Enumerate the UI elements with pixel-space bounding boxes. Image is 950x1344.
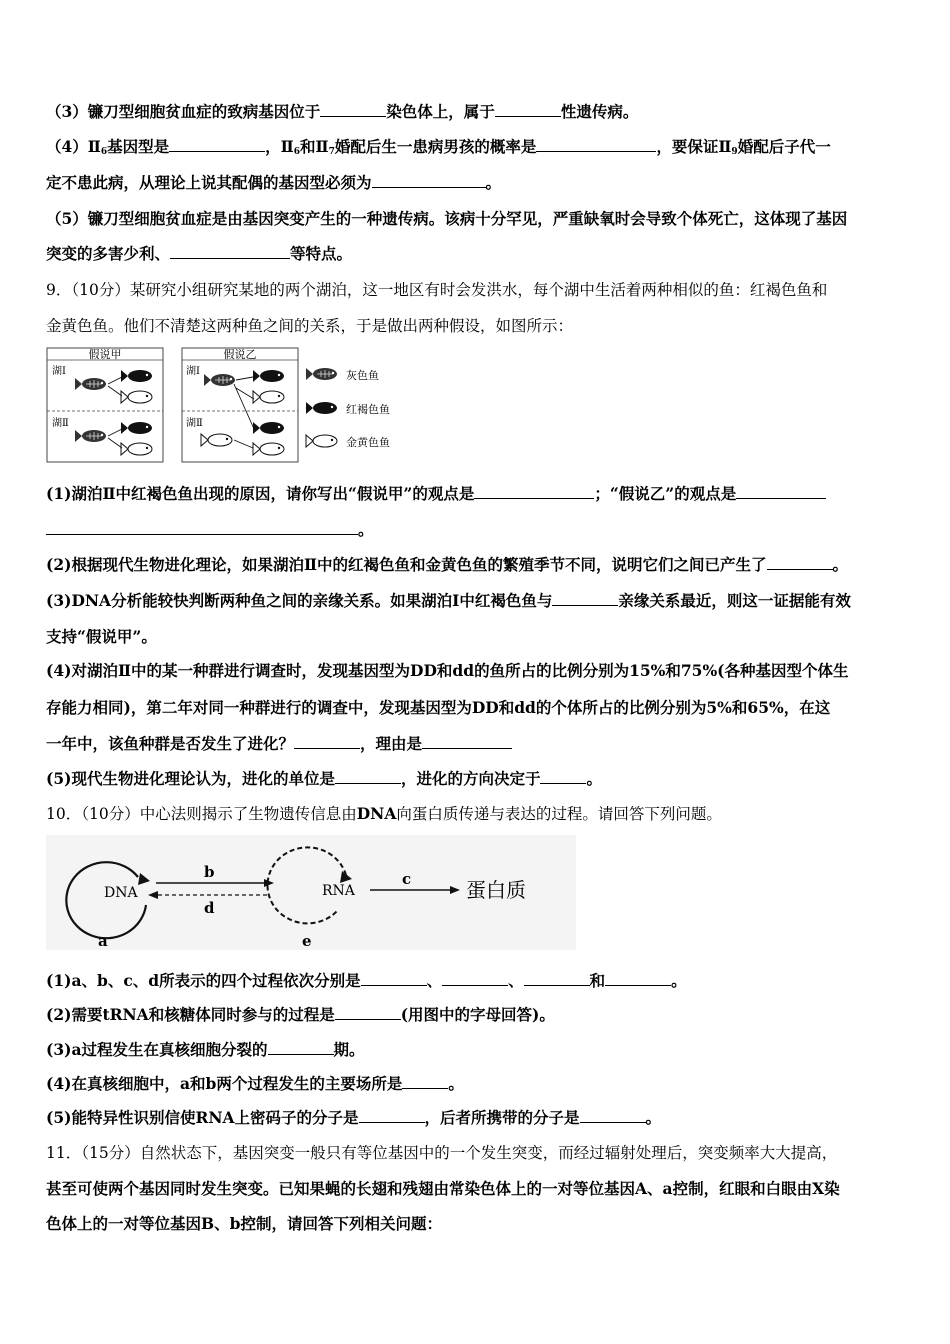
process-c-label: c	[402, 870, 412, 888]
legend-gray-fish-icon	[306, 368, 337, 380]
q9-s2-text: (2)根据现代生物进化理论，如果湖泊Ⅱ中的红褐色鱼和金黄色鱼的繁殖季节不同，说明它们之间已产生了	[46, 555, 767, 574]
q8-p5b-text: 突变的多害少利、	[46, 244, 171, 263]
q10-s2-text: (2)需要tRNA和核糖体同时参与的过程是	[46, 1005, 335, 1024]
q8-part4-cont	[46, 172, 908, 194]
legend-red-brown-fish-icon	[306, 402, 337, 414]
q11-text: 色体上的一对等位基因B、b控制，请回答下列相关问题：	[46, 1214, 442, 1233]
subscript: 9	[731, 147, 738, 157]
q9-sub3	[46, 590, 908, 612]
q10-sub1	[46, 970, 908, 992]
q9-sub4	[46, 660, 908, 682]
panel-b-title: 假说乙	[223, 348, 257, 361]
panel-a-title: 假说甲	[88, 348, 122, 361]
q8-p4-text: （4）Ⅱ	[46, 137, 101, 156]
q11-line1	[46, 1142, 908, 1164]
answer-blank[interactable]	[536, 136, 656, 152]
q10-sub4	[46, 1073, 908, 1095]
q8-p4b-text: 定不患此病，从理论上说其配偶的基因型必须为	[46, 173, 372, 192]
q9-s3b-text: 支持“假说甲”。	[46, 627, 157, 646]
q8-p3-text: （3）镰刀型细胞贫血症的致病基因位于	[46, 102, 321, 121]
q10-sub3	[46, 1039, 908, 1061]
q8-p4-text: 婚配后生一患病男孩的概率是	[334, 137, 537, 156]
rna-label: RNA	[322, 883, 355, 899]
q10-intro	[46, 803, 908, 825]
answer-blank[interactable]	[372, 172, 486, 188]
process-d-label: d	[204, 899, 215, 917]
answer-blank[interactable]	[474, 483, 594, 499]
q8-p3-text3: 性遗传病。	[560, 102, 639, 121]
q11-text: 甚至可使两个基因同时发生突变。已知果蝇的长翅和残翅由常染色体上的一对等位基因A、a控制，红眼和白眼由X染	[46, 1179, 840, 1198]
q9-s4-text: (4)对湖泊Ⅱ中的某一种群进行调查时，发现基因型为DD和dd的鱼所占的比例分别为15%和75%(各种基因型个体生	[46, 661, 849, 680]
q9-intro-line1	[46, 279, 908, 301]
q8-part4	[46, 136, 908, 163]
subscript: 7	[328, 147, 335, 157]
q9-s1b-text: 。	[358, 520, 374, 539]
q10-s4-text: (4)在真核细胞中，a和b两个过程发生的主要场所是	[46, 1074, 403, 1093]
q9-s5-text: ，进化的方向决定于	[400, 769, 541, 788]
hypothesis-figure	[46, 344, 416, 466]
answer-blank[interactable]	[335, 768, 401, 784]
q8-p3-text2: 染色体上，属于	[386, 102, 495, 121]
process-a-label: a	[98, 932, 108, 950]
separator: 、	[426, 971, 443, 990]
q10-s3-text: (3)a过程发生在真核细胞分裂的	[46, 1040, 268, 1059]
q9-intro-text: 金黄色鱼。他们不清楚这两种鱼之间的关系，于是做出两种假设，如图所示：	[46, 317, 574, 335]
separator: 和	[589, 971, 606, 990]
answer-blank[interactable]	[422, 733, 512, 749]
q9-intro-line2	[46, 315, 908, 337]
answer-blank[interactable]	[169, 136, 265, 152]
q9-s4b-text: 存能力相同)，第二年对同一种群进行的调查中，发现基因型为DD和dd的个体所占的比例分别为5%和65%，在这	[46, 698, 831, 717]
q9-sub2	[46, 554, 908, 576]
q9-s4c-text: ，理由是	[360, 734, 423, 753]
q8-part5	[46, 208, 908, 230]
answer-blank[interactable]	[552, 590, 618, 606]
q9-sub1-cont	[46, 519, 908, 541]
q10-intro-dna: DNA	[356, 804, 397, 823]
q11-text: 11．（15分）自然状态下，基因突变一般只有等位基因中的一个发生突变，而经过辐射处理后，突变频率大大提高，	[46, 1144, 838, 1162]
q10-sub2	[46, 1004, 908, 1026]
q9-s5-text: (5)现代生物进化理论认为，进化的单位是	[46, 769, 335, 788]
q10-intro-text: 10．（10分）中心法则揭示了生物遗传信息由	[46, 805, 357, 823]
answer-blank[interactable]	[767, 554, 833, 570]
q9-intro-text: 9．（10分）某研究小组研究某地的两个湖泊，这一地区有时会发洪水，每个湖中生活着两种相似的鱼：红褐色鱼和	[46, 281, 828, 299]
legend-gray-label: 灰色鱼	[346, 369, 379, 382]
q9-sub5	[46, 768, 908, 790]
answer-blank[interactable]	[170, 243, 290, 259]
q10-s4-text: 。	[448, 1074, 464, 1093]
lake-2-label: 湖Ⅱ	[52, 418, 69, 429]
q9-sub1	[46, 483, 908, 505]
q9-sub4-cont	[46, 697, 908, 719]
q10-sub5	[46, 1107, 908, 1129]
subscript: 6	[293, 147, 300, 157]
q9-s1-text: (1)湖泊Ⅱ中红褐色鱼出现的原因，请你写出“假说甲”的观点是	[46, 484, 475, 503]
q8-p4-text: 基因型是	[107, 137, 170, 156]
q9-s1-text: ；“假说乙”的观点是	[594, 484, 737, 503]
q10-s2-text: (用图中的字母回答)。	[400, 1005, 555, 1024]
process-b-label: b	[204, 863, 215, 881]
lake-1-label: 湖Ⅰ	[186, 366, 200, 377]
q8-p4-text: ，要保证Ⅱ	[656, 137, 732, 156]
q11-line2	[46, 1178, 908, 1200]
q8-part3	[46, 101, 908, 123]
answer-blank[interactable]	[524, 970, 590, 986]
separator: 。	[671, 971, 687, 990]
legend-golden-fish-icon	[306, 435, 337, 447]
q10-s5-text: (5)能特异性识别信使RNA上密码子的分子是	[46, 1108, 359, 1127]
answer-blank[interactable]	[540, 768, 586, 784]
q9-s3-text: 亲缘关系最近，则这一证据能有效	[618, 591, 851, 610]
answer-blank[interactable]	[46, 519, 358, 535]
answer-blank[interactable]	[736, 483, 826, 499]
legend-golden-label: 金黄色鱼	[346, 436, 390, 449]
q10-s5-text: 。	[645, 1108, 662, 1127]
lake-1-label: 湖Ⅰ	[52, 366, 66, 377]
legend-red-brown-label: 红褐色鱼	[346, 403, 390, 416]
answer-blank[interactable]	[268, 1039, 334, 1055]
process-e-label: e	[302, 932, 312, 950]
q8-p5-text: （5）镰刀型细胞贫血症是由基因突变产生的一种遗传病。该病十分罕见，严重缺氧时会导致个体死亡，这体现了基因	[46, 209, 848, 228]
q10-s1-text: (1)a、b、c、d所表示的四个过程依次分别是	[46, 971, 361, 990]
answer-blank[interactable]	[294, 733, 360, 749]
q9-s3-text: (3)DNA分析能较快判断两种鱼之间的亲缘关系。如果湖泊Ⅰ中红褐色鱼与	[46, 591, 553, 610]
q8-part5-cont	[46, 243, 908, 265]
q10-s3-text: 期。	[333, 1040, 365, 1059]
q11-line3	[46, 1213, 908, 1235]
q10-s5-text: ，后者所携带的分子是	[424, 1108, 580, 1127]
answer-blank[interactable]	[359, 1107, 425, 1123]
q9-s5-text: 。	[586, 769, 602, 788]
answer-blank[interactable]	[442, 970, 508, 986]
answer-blank[interactable]	[335, 1004, 401, 1020]
answer-blank[interactable]	[361, 970, 427, 986]
subscript: 6	[100, 147, 108, 157]
q9-sub3-cont	[46, 626, 908, 648]
answer-blank[interactable]	[605, 970, 671, 986]
q9-s4c-text: 一年中，该鱼种群是否发生了进化？	[46, 734, 295, 753]
answer-blank[interactable]	[320, 101, 386, 117]
lake-2-label: 湖Ⅱ	[186, 418, 203, 429]
q8-p5b-text: 等特点。	[290, 244, 353, 263]
q8-p4b-text: 。	[485, 173, 502, 192]
answer-blank[interactable]	[495, 101, 561, 117]
q10-intro-text: 向蛋白质传递与表达的过程。请回答下列问题。	[396, 805, 722, 823]
central-dogma-diagram	[46, 835, 576, 950]
q9-s2-text: 。	[832, 555, 849, 574]
q8-p4-text: ，Ⅱ	[265, 137, 294, 156]
answer-blank[interactable]	[402, 1073, 448, 1089]
protein-label: 蛋白质	[466, 878, 526, 902]
dna-label: DNA	[104, 885, 138, 901]
separator: 、	[508, 971, 524, 990]
q9-sub4-cont2	[46, 733, 908, 755]
q8-p4-text: 婚配后子代一	[737, 137, 831, 156]
q8-p4-text: 和Ⅱ	[299, 137, 329, 156]
answer-blank[interactable]	[580, 1107, 646, 1123]
